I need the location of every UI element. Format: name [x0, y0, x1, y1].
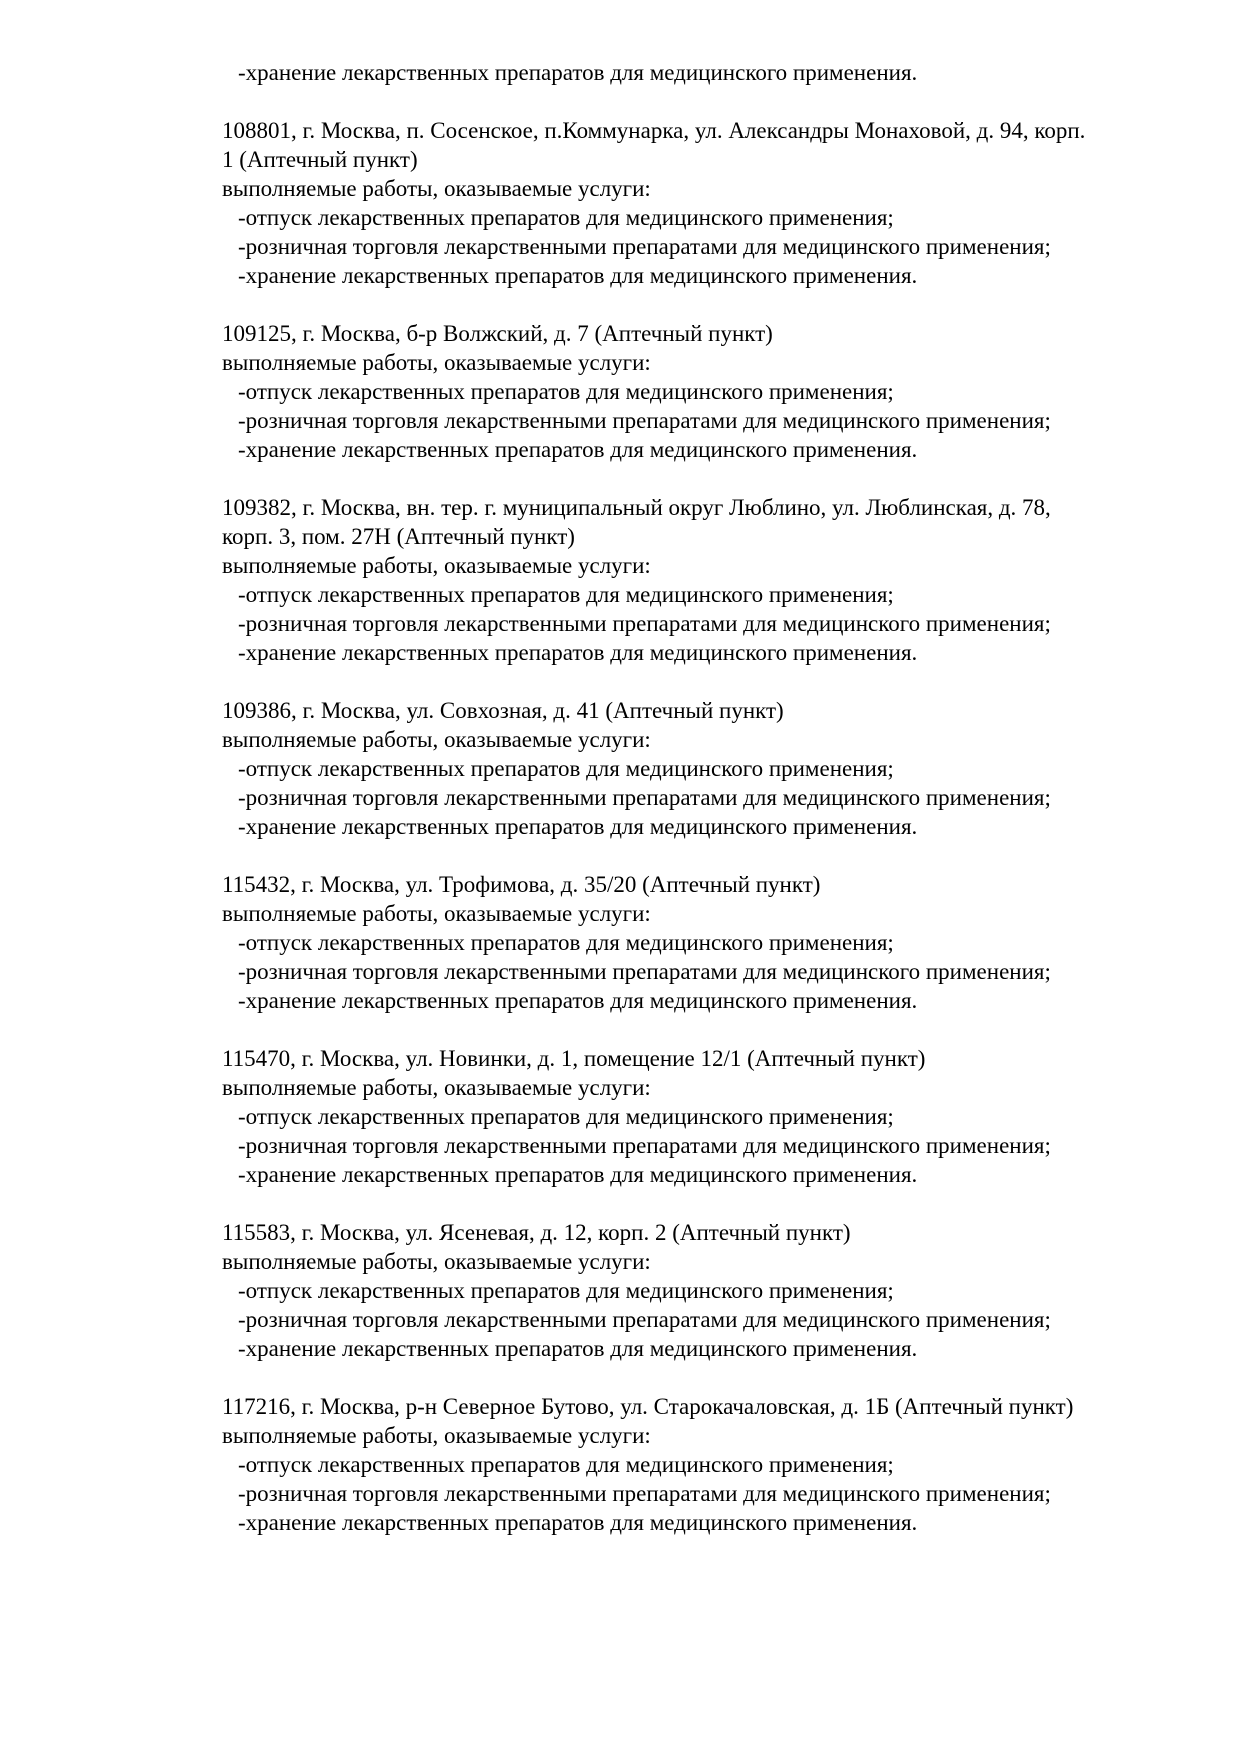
services-heading: выполняемые работы, оказываемые услуги:: [222, 1423, 651, 1448]
service-item: -розничная торговля лекарственными препаратами для медицинского применения;: [238, 234, 1051, 259]
service-item: -отпуск лекарственных препаратов для медицинского применения;: [238, 1452, 894, 1477]
service-item: -розничная торговля лекарственными препаратами для медицинского применения;: [238, 1481, 1051, 1506]
address-line: 117216, г. Москва, р-н Северное Бутово, ул. Старокачаловская, д. 1Б (Аптечный пункт): [222, 1394, 1074, 1419]
pharmacy-entry: [222, 319, 1182, 464]
service-item: -розничная торговля лекарственными препаратами для медицинского применения;: [238, 611, 1051, 636]
lead-service-item: -хранение лекарственных препаратов для медицинского применения.: [238, 60, 918, 85]
service-item: -хранение лекарственных препаратов для медицинского применения.: [238, 263, 918, 288]
services-heading: выполняемые работы, оказываемые услуги:: [222, 553, 651, 578]
service-item: -розничная торговля лекарственными препаратами для медицинского применения;: [238, 959, 1051, 984]
service-item: -отпуск лекарственных препаратов для медицинского применения;: [238, 930, 894, 955]
services-heading: выполняемые работы, оказываемые услуги:: [222, 176, 651, 201]
address-line: 108801, г. Москва, п. Сосенское, п.Коммунарка, ул. Александры Монаховой, д. 94, корп.: [222, 118, 1086, 143]
service-item: -розничная торговля лекарственными препаратами для медицинского применения;: [238, 1133, 1051, 1158]
document-body: [222, 58, 1182, 1537]
address-line: корп. 3, пом. 27Н (Аптечный пункт): [222, 524, 575, 549]
service-item: -хранение лекарственных препаратов для медицинского применения.: [238, 1336, 918, 1361]
service-item: -хранение лекарственных препаратов для медицинского применения.: [238, 814, 918, 839]
service-item: -розничная торговля лекарственными препаратами для медицинского применения;: [238, 785, 1051, 810]
address-line: 109125, г. Москва, б-р Волжский, д. 7 (Аптечный пункт): [222, 321, 773, 346]
service-item: -отпуск лекарственных препаратов для медицинского применения;: [238, 1278, 894, 1303]
address-line: 115432, г. Москва, ул. Трофимова, д. 35/20 (Аптечный пункт): [222, 872, 821, 897]
pharmacy-entry: [222, 1218, 1182, 1363]
services-heading: выполняемые работы, оказываемые услуги:: [222, 350, 651, 375]
pharmacy-entry: [222, 116, 1182, 290]
service-item: -отпуск лекарственных препаратов для медицинского применения;: [238, 756, 894, 781]
pharmacy-entry: [222, 696, 1182, 841]
address-line: 109382, г. Москва, вн. тер. г. муниципальный округ Люблино, ул. Люблинская, д. 78,: [222, 495, 1051, 520]
service-item: -розничная торговля лекарственными препаратами для медицинского применения;: [238, 408, 1051, 433]
address-line: 1 (Аптечный пункт): [222, 147, 418, 172]
service-item: -хранение лекарственных препаратов для медицинского применения.: [238, 1162, 918, 1187]
services-heading: выполняемые работы, оказываемые услуги:: [222, 1075, 651, 1100]
service-item: -хранение лекарственных препаратов для медицинского применения.: [238, 1510, 918, 1535]
service-item: -отпуск лекарственных препаратов для медицинского применения;: [238, 1104, 894, 1129]
address-line: 109386, г. Москва, ул. Совхозная, д. 41 (Аптечный пункт): [222, 698, 784, 723]
service-item: -хранение лекарственных препаратов для медицинского применения.: [238, 988, 918, 1013]
pharmacy-entry: [222, 1392, 1182, 1537]
pharmacy-entry: [222, 493, 1182, 667]
address-line: 115583, г. Москва, ул. Ясеневая, д. 12, корп. 2 (Аптечный пункт): [222, 1220, 851, 1245]
service-item: -отпуск лекарственных препаратов для медицинского применения;: [238, 582, 894, 607]
services-heading: выполняемые работы, оказываемые услуги:: [222, 1249, 651, 1274]
service-item: -хранение лекарственных препаратов для медицинского применения.: [238, 640, 918, 665]
pharmacy-entry: [222, 1044, 1182, 1189]
service-item: -отпуск лекарственных препаратов для медицинского применения;: [238, 205, 894, 230]
pharmacy-entry: [222, 870, 1182, 1015]
service-item: -хранение лекарственных препаратов для медицинского применения.: [238, 437, 918, 462]
service-item: -отпуск лекарственных препаратов для медицинского применения;: [238, 379, 894, 404]
services-heading: выполняемые работы, оказываемые услуги:: [222, 901, 651, 926]
address-line: 115470, г. Москва, ул. Новинки, д. 1, помещение 12/1 (Аптечный пункт): [222, 1046, 926, 1071]
services-heading: выполняемые работы, оказываемые услуги:: [222, 727, 651, 752]
service-item: -розничная торговля лекарственными препаратами для медицинского применения;: [238, 1307, 1051, 1332]
